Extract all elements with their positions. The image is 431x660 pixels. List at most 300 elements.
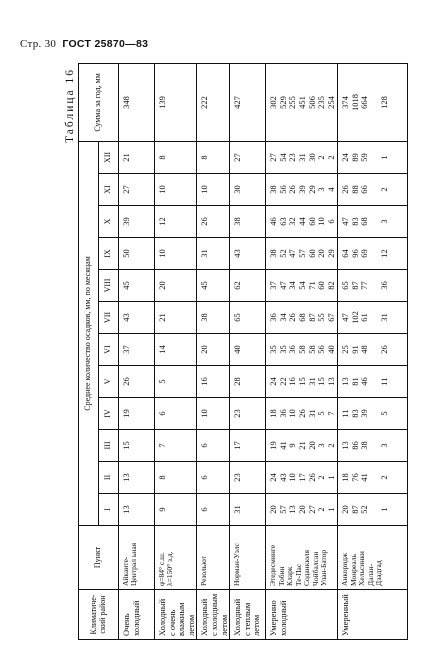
month-value-cell [119,302,155,334]
cell-line: 20 [157,281,167,290]
cell-line: 24 [268,377,279,386]
cell-line: 20 [296,505,307,514]
month-header: II [99,462,119,494]
cell-line: Чойбалсан [310,551,320,586]
cell-line: 26 [287,313,298,322]
month-header: XI [99,174,119,206]
region-cell [230,590,266,640]
month-value-cell [155,494,197,526]
cell-line: 35 [268,345,279,354]
cell-line: 10 [199,185,210,194]
cell-line: 26 [340,185,351,194]
month-header: VII [99,302,119,334]
cell-line: 50 [121,249,131,258]
cell-line: 88 [349,185,360,194]
cell-line: 61 [359,313,370,322]
cell-line: 14 [157,345,167,354]
cell-line: 222 [199,96,210,109]
cell-line: 9 [287,443,298,448]
cell-line: 1 [325,475,336,480]
point-cell [119,526,155,590]
cell-line: 44 [296,217,307,226]
month-value-cell [197,494,230,526]
cell-line: 29 [306,185,317,194]
cell-line: 21 [121,153,131,162]
cell-line: 71 [306,281,317,290]
cell-line: 58 [296,345,307,354]
cell-line: 7 [157,443,167,448]
cell-line: 2 [378,475,389,480]
cell-line: 83 [349,217,360,226]
month-value-cell [266,238,338,270]
cell-line: Далан- [365,563,375,586]
page-number: Стр. 30 [20,38,57,50]
cell-line: 16 [199,377,210,386]
cell-line: 664 [359,96,370,109]
cell-line: 46 [359,377,370,386]
cell-line: летом [185,614,196,636]
cell-line: 4 [325,187,336,192]
month-value-cell [230,174,266,206]
cell-line: 19 [268,441,279,450]
cell-line: 45 [199,281,210,290]
month-value-cell [266,494,338,526]
header-sum: Сумма за год, мм [79,63,119,141]
month-value-cell [197,302,230,334]
point-cell [197,526,230,590]
month-header: III [99,430,119,462]
cell-line: 68 [296,313,307,322]
cell-line: 34 [277,313,288,322]
month-value-cell [338,366,408,398]
month-value-cell [119,494,155,526]
gost-code: ГОСТ 25870—83 [62,38,149,50]
month-value-cell [338,430,408,462]
month-value-cell [155,174,197,206]
table-body [119,63,408,639]
cell-line: 91 [349,345,360,354]
cell-line: Тобин [276,566,286,586]
cell-line: 3 [316,443,327,448]
cell-line: с теплым [241,602,252,636]
month-value-cell [119,430,155,462]
cell-line: 1018 [349,93,360,111]
rotated-table-block [64,60,415,640]
sum-cell [338,63,408,141]
cell-line: 30 [306,153,317,162]
cell-line: 36 [287,345,298,354]
cell-line: 60 [306,217,317,226]
cell-line: 82 [325,281,336,290]
cell-line: 10 [316,217,327,226]
cell-line: 348 [121,96,131,109]
month-value-cell [197,398,230,430]
point-cell [155,526,197,590]
cell-line: 41 [277,441,288,450]
month-value-cell [266,366,338,398]
month-value-cell [230,462,266,494]
cell-line: 11 [378,377,389,386]
cell-line: 15 [316,377,327,386]
cell-line: 45 [121,281,131,290]
sum-cell [119,63,155,141]
cell-line: 52 [359,505,370,514]
cell-line: 8 [157,155,167,160]
month-header: VI [99,334,119,366]
cell-line: 76 [349,473,360,482]
cell-line: 68 [359,217,370,226]
month-value-cell [230,366,266,398]
month-value-cell [230,398,266,430]
cell-line: 20 [268,505,279,514]
cell-line: 8 [157,475,167,480]
month-value-cell [197,238,230,270]
month-value-cell [266,270,338,302]
cell-line: 37 [268,281,279,290]
cell-line: 2 [316,475,327,480]
cell-line: 38 [268,185,279,194]
month-value-cell [119,334,155,366]
cell-line: 37 [121,345,131,354]
cell-line: холодный [277,600,288,636]
point-cell [230,526,266,590]
month-value-cell [338,494,408,526]
cell-line: 1 [325,507,336,512]
cell-line: Дзадгад [374,560,384,586]
cell-line: 69 [359,249,370,258]
cell-line: 10 [157,249,167,258]
sum-cell [155,63,197,141]
month-value-cell [266,398,338,430]
month-header: XII [99,141,119,173]
cell-line: 17 [296,473,307,482]
cell-line: 235 [316,96,327,109]
cell-line: 52 [277,249,288,258]
cell-line: 47 [340,217,351,226]
cell-line: 57 [277,505,288,514]
cell-line: 57 [296,249,307,258]
month-value-cell [197,174,230,206]
month-value-cell [155,302,197,334]
cell-line: 20 [306,441,317,450]
cell-line: 10 [287,473,298,482]
cell-line: 36 [378,281,389,290]
header-months-group: Среднее количество осадков, мм, по месяцам [79,141,99,525]
month-value-cell [338,462,408,494]
month-value-cell [230,206,266,238]
month-value-cell [197,334,230,366]
cell-line: 18 [340,473,351,482]
header-point: Пункт [79,526,119,590]
cell-line: 87 [349,505,360,514]
cell-line: 46 [268,217,279,226]
month-value-cell [338,141,408,173]
cell-line: 65 [232,313,243,322]
table-row [155,63,197,639]
cell-line: Соданкюля [302,550,312,586]
month-value-cell [266,334,338,366]
month-value-cell [155,430,197,462]
cell-line: 59 [359,153,370,162]
region-cell [119,590,155,640]
month-value-cell [338,206,408,238]
cell-line: 506 [306,96,317,109]
cell-line: 23 [232,473,243,482]
month-value-cell [230,270,266,302]
cell-line: 3 [316,187,327,192]
cell-line: 16 [287,377,298,386]
table-row [119,63,155,639]
cell-line: 26 [378,345,389,354]
cell-line: 77 [359,281,370,290]
month-value-cell [197,141,230,173]
cell-line: 22 [277,377,288,386]
cell-line: 10 [157,185,167,194]
cell-line: 28 [232,377,243,386]
cell-line: 13 [287,505,298,514]
table-title: Таблица 16 [64,68,76,143]
month-value-cell [197,206,230,238]
month-value-cell [155,270,197,302]
cell-line: 5 [157,379,167,384]
month-value-cell [155,206,197,238]
month-value-cell [338,398,408,430]
table-row [197,63,230,639]
cell-line: 30 [232,185,243,194]
cell-line: 12 [157,217,167,226]
cell-line: 63 [277,217,288,226]
cell-line: Централ ьная [129,542,139,586]
cell-line: 34 [287,281,298,290]
month-header: IV [99,398,119,430]
cell-line: 374 [340,96,351,109]
cell-line: 13 [325,377,336,386]
cell-line: 60 [306,249,317,258]
month-value-cell [197,430,230,462]
cell-line: 20 [340,505,351,514]
month-value-cell [119,141,155,173]
month-header: IX [99,238,119,270]
cell-line: 15 [296,377,307,386]
month-value-cell [230,494,266,526]
cell-line: 10 [287,409,298,418]
cell-line: Холодный [157,598,167,636]
cell-line: с холодным [208,593,219,636]
cell-line: Этедесминге [268,544,278,586]
cell-line: 39 [121,217,131,226]
cell-line: 20 [199,345,210,354]
cell-line: 2 [325,443,336,448]
cell-line: 11 [340,409,351,418]
month-value-cell [119,238,155,270]
cell-line: 31 [378,313,389,322]
region-cell [266,590,338,640]
region-cell [338,590,408,640]
cell-line: 65 [340,281,351,290]
cell-line: φ=84° с.ш. [157,552,166,586]
cell-line: 81 [349,377,360,386]
cell-line: 36 [277,409,288,418]
cell-line: летом [218,614,229,636]
cell-line: 89 [349,153,360,162]
cell-line: 29 [325,249,336,258]
cell-line: Улан-Батор [318,549,328,586]
cell-line: 54 [296,281,307,290]
cell-line: 38 [232,217,243,226]
cell-line: 128 [378,96,389,109]
cell-line: 66 [359,185,370,194]
precipitation-table [78,63,408,640]
cell-line: 2 [316,507,327,512]
cell-line: 58 [306,345,317,354]
cell-line: 43 [277,473,288,482]
cell-line: 427 [232,96,243,109]
cell-line: λ=150° з.д. [165,551,175,586]
region-cell [197,590,230,640]
cell-line: 24 [340,153,351,162]
cell-line: 26 [306,473,317,482]
month-value-cell [230,334,266,366]
cell-line: 26 [296,409,307,418]
cell-line: 35 [277,345,288,354]
point-cell [266,526,338,590]
cell-line: 6 [199,475,210,480]
cell-line: 13 [121,473,131,482]
cell-line: 139 [157,96,167,109]
sum-cell [197,63,230,141]
cell-line: 40 [232,345,243,354]
cell-line: 254 [325,96,336,109]
month-value-cell [230,302,266,334]
cell-line: Холодный [232,598,243,636]
month-value-cell [230,430,266,462]
cell-line: 67 [325,313,336,322]
cell-line: Монреаль [348,554,358,586]
cell-line: 43 [232,249,243,258]
cell-line: 32 [287,217,298,226]
cell-line: 48 [359,345,370,354]
cell-line: 15 [121,441,131,450]
cell-line: Норман-Уэлс [232,543,242,586]
cell-line: 2 [325,155,336,160]
cell-line: холодный [130,600,141,636]
cell-line: 60 [316,281,327,290]
month-value-cell [119,174,155,206]
page-header [20,38,148,50]
month-value-cell [266,462,338,494]
cell-line: 21 [296,441,307,450]
table-row [230,63,266,639]
sum-cell [266,63,338,141]
table-row [338,63,408,639]
month-value-cell [266,206,338,238]
cell-line: 47 [277,281,288,290]
cell-line: Айкаите- [121,556,130,586]
cell-line: 23 [232,409,243,418]
cell-line: 3 [378,443,389,448]
month-value-cell [338,334,408,366]
cell-line: 5 [378,411,389,416]
cell-line: 55 [316,313,327,322]
cell-line: 56 [277,185,288,194]
month-header: VIII [99,270,119,302]
month-value-cell [197,270,230,302]
cell-line: 27 [121,185,131,194]
cell-line: 24 [268,473,279,482]
cell-line: Умеренно [268,600,279,636]
month-value-cell [338,302,408,334]
cell-line: 18 [268,409,279,418]
cell-line: 96 [349,249,360,258]
cell-line: 7 [325,411,336,416]
cell-line: 62 [232,281,243,290]
cell-line: 13 [121,505,131,514]
cell-line: 13 [340,441,351,450]
month-value-cell [155,238,197,270]
month-value-cell [197,366,230,398]
cell-line: 2 [378,187,389,192]
month-value-cell [155,334,197,366]
cell-line: Кларк [285,566,295,586]
month-value-cell [155,462,197,494]
cell-line: Анкоридж [340,552,350,586]
table-row [266,63,338,639]
month-value-cell [155,398,197,430]
cell-line: 23 [287,153,298,162]
month-value-cell [266,302,338,334]
region-cell [155,590,197,640]
cell-line: 5 [316,411,327,416]
cell-line: 1 [378,155,389,160]
cell-line: 31 [199,249,210,258]
cell-line: 2 [316,155,327,160]
month-value-cell [230,238,266,270]
cell-line: 38 [199,313,210,322]
cell-line: 529 [277,96,288,109]
cell-line: 27 [232,153,243,162]
cell-line: Хельсинки [357,551,367,586]
month-value-cell [119,398,155,430]
cell-line: 3 [378,219,389,224]
cell-line: 26 [121,377,131,386]
cell-line: 41 [359,473,370,482]
month-header: V [99,366,119,398]
cell-line: 13 [340,377,351,386]
month-value-cell [155,366,197,398]
cell-line: 12 [378,249,389,258]
cell-line: 6 [325,219,336,224]
month-header: X [99,206,119,238]
cell-line: Холодный [199,598,210,636]
cell-line: 27 [268,153,279,162]
cell-line: 38 [268,249,279,258]
month-value-cell [197,462,230,494]
cell-line: 19 [121,409,131,418]
cell-line: 47 [287,249,298,258]
month-value-cell [338,174,408,206]
cell-line: 9 [157,507,167,512]
month-value-cell [266,141,338,173]
cell-line: 25 [340,345,351,354]
cell-line: 38 [359,441,370,450]
cell-line: Те-Пас [293,563,303,586]
month-value-cell [155,141,197,173]
cell-line: 255 [287,96,298,109]
header-region: Климатиче-ский район [79,590,119,640]
cell-line: 26 [287,185,298,194]
cell-line: 6 [199,443,210,448]
cell-line: 27 [306,505,317,514]
